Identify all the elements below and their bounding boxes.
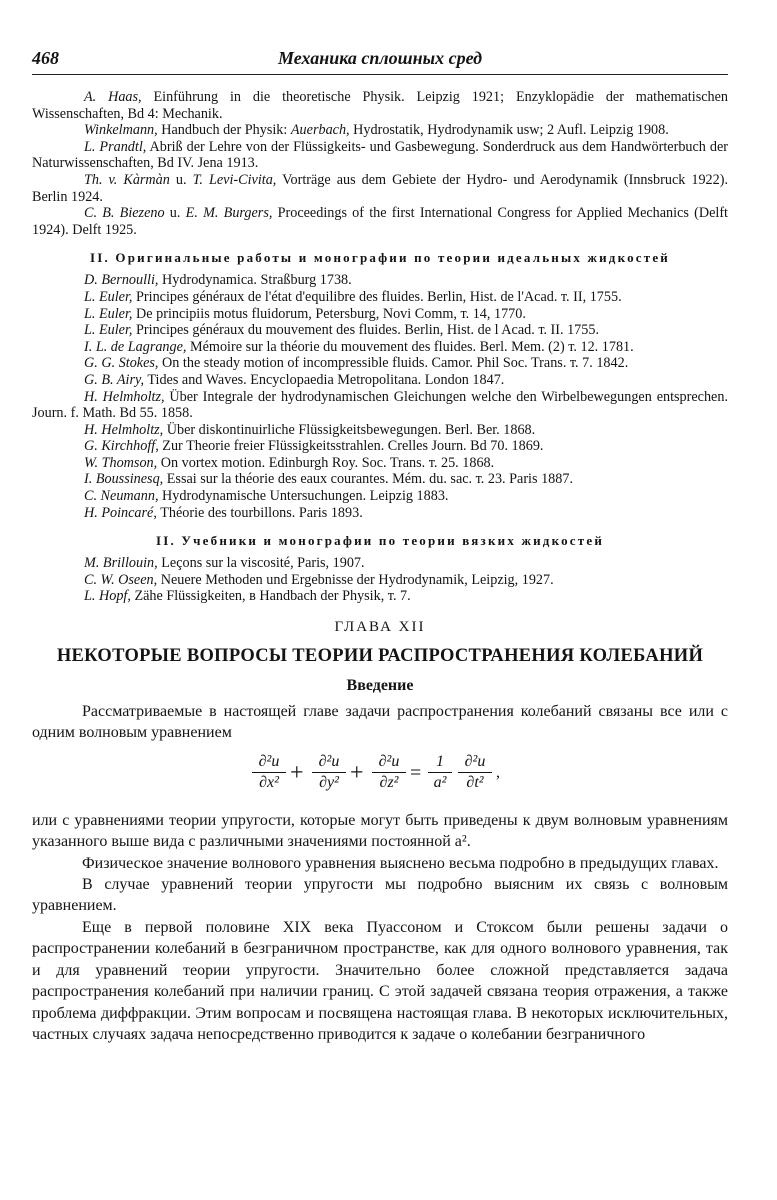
bib-entry: C. W. Oseen, Neuere Methoden und Ergebnisse der Hydrodynamik, Leipzig, 1927. — [84, 571, 554, 588]
section-heading-viscous-fluids: II. Учебники и монографии по теории вязких жидкостей — [155, 533, 605, 549]
chapter-label: ГЛАВА XII — [334, 619, 426, 636]
bib-entry: H. Helmholtz, Über diskontinuirliche Flüssigkeitsbewegungen. Berl. Ber. 1868. — [84, 421, 536, 438]
running-title: Механика сплошных сред — [277, 48, 483, 68]
eq-comma: , — [496, 763, 500, 781]
bibliography-group-1 — [32, 89, 728, 238]
eq-term-z: $\frac{\text{∂²u}}{\text{∂z²}}$ — [372, 752, 406, 793]
body-paragraph: Физическое значение волнового уравнения выяснено весьма подробно в предыдущих главах. — [82, 854, 719, 872]
bib-entry: L. Euler, De principiis motus fluidorum, Petersburg, Novi Comm, т. 14, 1770. — [84, 305, 526, 322]
bib-entry: A. Haas, Einführung in die theoretische Physik. Leipzig 1921; Enzyklopädie der mathematischen Wissenschaften, Bd 4: Mechanik. — [32, 89, 728, 122]
bib-entry: I. Boussinesq, Essai sur la théorie des eaux courantes. Mém. du. sac. т. 23. Paris 1887. — [84, 471, 573, 488]
eq-equals: = — [410, 761, 422, 784]
bibliography-group-2 — [32, 272, 728, 521]
bib-entry: H. Poincaré, Théorie des tourbillons. Paris 1893. — [84, 504, 363, 521]
eq-coefficient: $\frac{1}{\text{a²}}$ — [428, 752, 452, 793]
bib-entry: L. Euler, Principes généraux de l'état d'equilibre des fluides. Berlin, Hist. de l'Acad. т. II, 1755. — [84, 288, 622, 305]
bib-entry: H. Helmholtz, Über Integrale der hydrodynamischen Gleichungen welche den Wirbelbewegungen entsprechen. Journ. f. Math. Bd 55. 1858. — [32, 388, 728, 422]
eq-term-y: $\frac{\text{∂²u}}{\text{∂y²}}$ — [312, 752, 346, 793]
bib-entry: C. Neumann, Hydrodynamische Untersuchungen. Leipzig 1883. — [84, 488, 449, 505]
eq-term-t: $\frac{\text{∂²u}}{\text{∂t²}}$ — [458, 752, 492, 793]
section-heading-ideal-fluids: II. Оригинальные работы и монографии по теории идеальных жидкостей — [89, 250, 670, 266]
body-paragraph: Еще в первой половине XIX века Пуассоном и Стоксом были решены задачи о распространении колебаний в безграничном пространстве, как для одного волнового уравнения, так и для уравнений теории упругости. Значительно более сложной представляется задача распространения колебаний при наличии границ. С этой задачей связана теория отражения, а также проблема диффракции. Этим вопросам и посвящена настоящая глава. В некоторых исключительных, частных случаях задача непосредственно приводится к задаче о колебании безграничного — [32, 918, 728, 1043]
bib-entry: G. B. Airy, Tides and Waves. Encyclopaedia Metropolitana. London 1847. — [84, 371, 505, 388]
introduction-heading: Введение — [346, 677, 414, 695]
bib-entry: C. B. Biezeno u. E. M. Burgers, Proceedings of the first International Congress for Applied Mechanics (Delft 1924). Delft 1925. — [32, 205, 728, 238]
bib-entry: M. Brillouin, Leçons sur la viscosité, Paris, 1907. — [84, 555, 365, 572]
bib-entry: W. Thomson, On vortex motion. Edinburgh Roy. Soc. Trans. т. 25. 1868. — [84, 454, 495, 471]
body-paragraph: Рассматриваемые в настоящей главе задачи распространения колебаний связаны все или с одним волновым уравнением — [32, 703, 728, 742]
body-paragraph: или с уравнениями теории упругости, которые могут быть приведены к двум волновым уравнениям указанного выше вида с различными значениями постоянной a². — [32, 811, 728, 851]
bib-entry: L. Euler, Principes généraux du mouvement des fluides. Berlin, Hist. de l Acad. т. II. 1755. — [84, 322, 600, 339]
eq-plus: + — [350, 759, 364, 786]
bib-entry: G. Kirchhoff, Zur Theorie freier Flüssigkeitsstrahlen. Crelles Journ. Bd 70. 1869. — [84, 438, 544, 455]
eq-plus: + — [290, 759, 304, 786]
bib-entry: L. Hopf, Zähe Flüssigkeiten, в Handbach der Physik, т. 7. — [84, 588, 411, 605]
bib-entry: L. Prandtl, Abriß der Lehre von der Flüssigkeits- und Gasbewegung. Sonderdruck aus dem Handwörterbuch der Naturwissenschaften, Bd IV. Jena 1913. — [32, 138, 728, 172]
bib-entry: I. L. de Lagrange, Mémoire sur la théorie du mouvement des fluides. Berl. Mem. (2) т. 12. 1781. — [84, 338, 634, 355]
bib-entry: D. Bernoulli, Hydrodynamica. Straßburg 1738. — [84, 272, 352, 289]
bib-entry: G. G. Stokes, On the steady motion of incompressible fluids. Camor. Phil Soc. Trans. т. 7. 1842. — [84, 355, 629, 372]
body-paragraph: В случае уравнений теории упругости мы подробно выясним их связь с волновым уравнением. — [32, 876, 728, 915]
bib-entry: Th. v. Kàrmàn u. T. Levi-Civita, Vorträge aus dem Gebiete der Hydro- und Aerodynamik (Innsbruck 1922). Berlin 1924. — [32, 171, 729, 205]
bibliography-group-3 — [32, 555, 728, 605]
wave-equation — [32, 746, 728, 804]
chapter-title: НЕКОТОРЫЕ ВОПРОСЫ ТЕОРИИ РАСПРОСТРАНЕНИЯ КОЛЕБАНИЙ — [56, 646, 704, 667]
bib-entry: Winkelmann, Handbuch der Physik: Auerbach, Hydrostatik, Hydrodynamik usw; 2 Aufl. Leipzig 1908. — [84, 122, 669, 139]
eq-term-x: $\frac{\text{∂²u}}{\text{∂x²}}$ — [252, 752, 286, 793]
page-number: 468 — [32, 48, 59, 68]
page-header — [32, 42, 728, 75]
book-page — [32, 42, 728, 1045]
